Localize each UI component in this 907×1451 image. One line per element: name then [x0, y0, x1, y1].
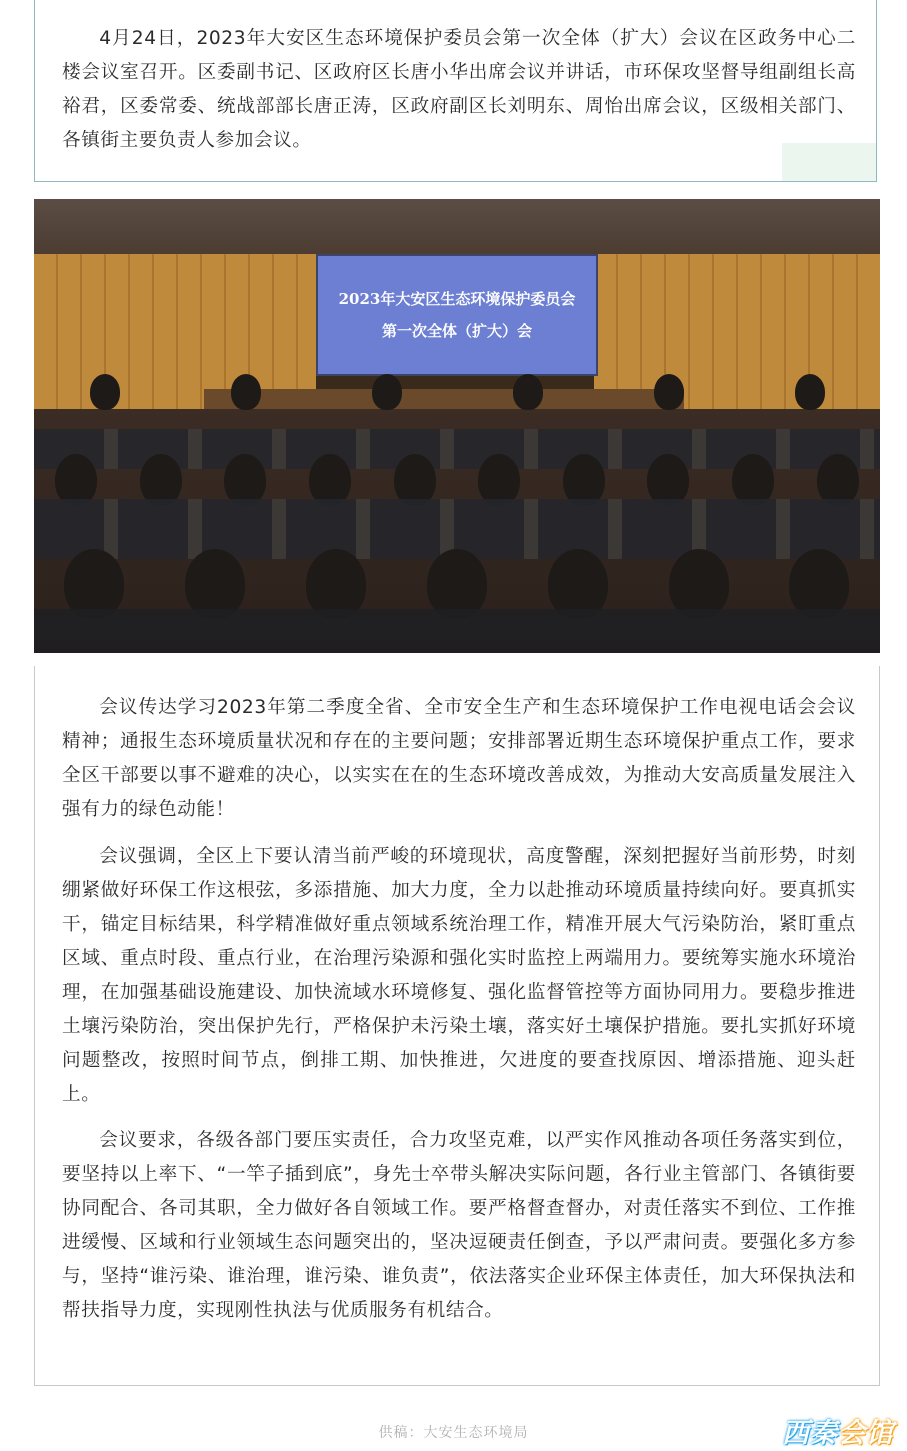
paragraph-intro: 4月24日，2023年大安区生态环境保护委员会第一次全体（扩大）会议在区政务中心二楼会议室召开。区委副书记、区政府区长唐小华出席会议并讲话，市环保攻坚督导组副组长高裕君，区委常委、统战部部长唐正涛，区政府副区长刘明东、周怡出席会议，区级相关部门、各镇街主要负责人参加会议。: [62, 28, 856, 151]
logo-text-part1: 西秦: [782, 1417, 838, 1449]
attendee-row-1: [34, 374, 880, 410]
paragraph-3: 会议强调，全区上下要认清当前严峻的环境现状，高度警醒，深刻把握好当前形势，时刻绷紧做好环保工作这根弦，多添措施、加大力度，全力以赴推动环境质量持续向好。要真抓实干，锚定目标结果，科学精准做好重点领域系统治理工作，精准开展大气污染防治，紧盯重点区域、重点时段、重点行业，在治理污染源和强化实时监控上两端用力。要统筹实施水环境治理，在加强基础设施建设、加快流域水环境修复、强化监督管控等方面协同用力。要稳步推进土壤污染防治，突出保护先行，严格保护未污染土壤，落实好土壤保护措施。要扎实抓好环境问题整改，按照时间节点，倒排工期、加快推进，欠进度的要查找原因、增添措施、迎头赶上。: [62, 846, 856, 1105]
photo-ceiling: [34, 199, 880, 261]
screen-title-line2: 第一次全体（扩大）会: [381, 322, 532, 340]
meeting-screen: [316, 254, 598, 376]
meeting-photo: [34, 199, 880, 653]
source-credit: 供稿：大安生态环境局: [378, 1425, 529, 1441]
paragraph-4: 会议要求，各级各部门要压实责任，合力攻坚克难，以严实作风推动各项任务落实到位，要坚持以上率下、“一竿子插到底”，身先士卒带头解决实际问题，各行业主管部门、各镇街要协同配合、各司其职，全力做好各自领域工作。要严格督查督办，对责任落实不到位、工作推进缓慢、区域和行业领域生态问题突出的，坚决逗硬责任倒查，予以严肃问责。要强化多方参与，坚持“谁污染、谁治理，谁污染、谁负责”，依法落实企业环保主体责任，加大环保执法和帮扶指导力度，实现刚性执法与优质服务有机结合。: [62, 1130, 856, 1321]
paragraph-2: 会议传达学习2023年第二季度全省、全市安全生产和生态环境保护工作电视电话会会议精神；通报生态环境质量状况和存在的主要问题；安排部署近期生态环境保护重点工作，要求全区干部要以事不避难的决心，以实实在在的生态环境改善成效，为推动大安高质量发展注入强有力的绿色动能！: [62, 697, 856, 820]
attendee-bodies-3: [34, 609, 880, 653]
site-logo: [777, 1413, 899, 1447]
screen-title-line1: 2023年大安区生态环境保护委员会: [338, 290, 576, 308]
logo-text-part2: 会馆: [838, 1417, 894, 1449]
